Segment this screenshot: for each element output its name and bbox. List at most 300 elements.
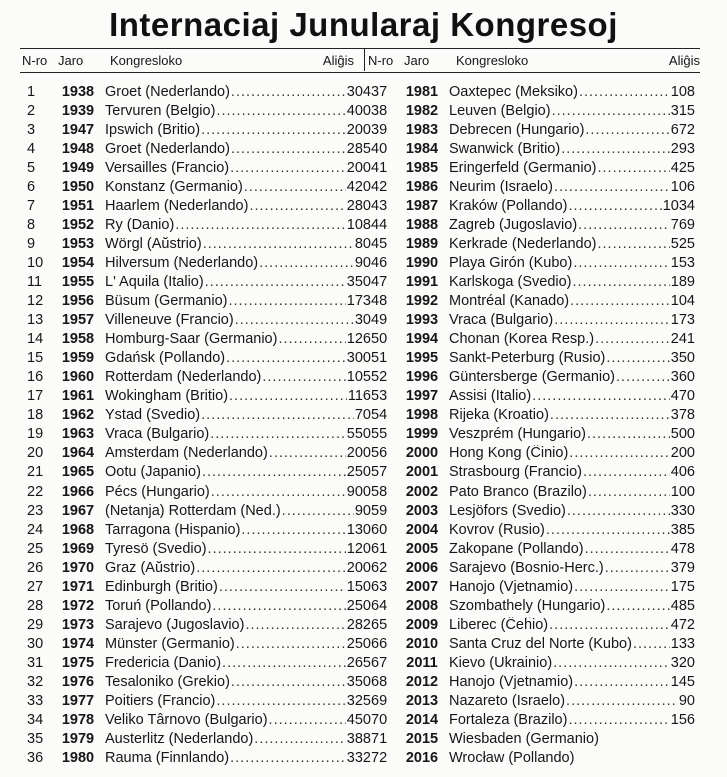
table-row <box>27 292 371 311</box>
row-number: 31 <box>27 654 44 671</box>
table-row <box>27 482 371 501</box>
row-year: 1981 <box>405 83 439 100</box>
dot-leader <box>269 712 346 728</box>
table-row <box>371 82 695 101</box>
row-year: 1939 <box>61 102 95 119</box>
row-place: Sarajevo (Bosnio-Herc.) <box>449 559 604 576</box>
header-aligis: Aliĝis <box>668 52 700 68</box>
row-attendance: 189 <box>670 273 695 290</box>
row-number: 3 <box>27 121 36 138</box>
dot-leader <box>236 636 346 652</box>
row-number: 18 <box>27 407 44 424</box>
table-row <box>371 120 695 139</box>
dot-leader <box>278 331 345 347</box>
row-place: L' Aquila (Italio) <box>105 273 204 290</box>
row-attendance: 293 <box>670 140 695 157</box>
row-number: 10 <box>27 254 44 271</box>
row-year: 1952 <box>61 216 95 233</box>
row-number: 49 <box>371 312 388 329</box>
row-year: 1960 <box>61 369 95 386</box>
table-row <box>371 463 695 482</box>
row-place: Neurim (Israelo) <box>449 178 553 195</box>
row-place: Groet (Nederlando) <box>105 83 230 100</box>
dot-leader <box>550 407 670 423</box>
row-number: 24 <box>27 521 44 538</box>
dot-leader <box>595 331 670 347</box>
row-place: Eringerfeld (Germanio) <box>449 159 597 176</box>
table-row <box>27 539 371 558</box>
dot-leader <box>208 541 346 557</box>
row-attendance: 282 <box>346 616 371 633</box>
row-place: Villeneuve (Francio) <box>105 312 234 329</box>
dot-leader <box>568 198 661 214</box>
dot-leader <box>205 274 346 290</box>
row-year: 2010 <box>405 635 439 652</box>
row-place: Amsterdam (Nederlando) <box>105 445 268 462</box>
row-leader <box>449 198 695 214</box>
row-year: 1967 <box>61 502 95 519</box>
row-year: 1951 <box>61 197 95 214</box>
row-number: 1 <box>27 83 36 100</box>
row-leader <box>449 293 695 309</box>
row-place: Kraków (Pollando) <box>449 197 568 214</box>
row-place: Vraca (Bulgario) <box>105 426 210 443</box>
row-number: 48 <box>371 293 388 310</box>
row-number: 11 <box>27 273 43 290</box>
table-row <box>27 253 371 272</box>
row-year: 1989 <box>405 235 439 252</box>
row-leader <box>105 445 371 461</box>
row-year: 1988 <box>405 216 439 233</box>
row-leader <box>105 503 371 519</box>
table-row <box>27 520 371 539</box>
dot-leader <box>254 731 346 747</box>
row-place: Toruń (Pollando) <box>105 597 212 614</box>
row-leader <box>449 484 695 500</box>
dot-leader <box>230 750 346 766</box>
row-attendance: 173 <box>346 293 371 310</box>
table-row <box>371 234 695 253</box>
row-place: Kovrov (Rusio) <box>449 521 545 538</box>
row-number: 14 <box>27 331 44 348</box>
row-place: Gdańsk (Pollando) <box>105 350 226 367</box>
row-number: 35 <box>27 731 44 748</box>
row-place: Wrocław (Pollando) <box>449 750 575 767</box>
table-row <box>371 692 695 711</box>
table-row <box>371 101 695 120</box>
dot-leader <box>231 674 346 690</box>
row-year: 1972 <box>61 597 95 614</box>
row-number: 17 <box>27 388 44 405</box>
row-year: 2004 <box>405 521 439 538</box>
row-attendance: 250 <box>346 597 371 614</box>
dot-leader <box>574 579 670 595</box>
dot-leader <box>568 712 669 728</box>
row-number: 21 <box>27 464 44 481</box>
row-attendance: 120 <box>346 540 371 557</box>
row-number: 45 <box>371 235 388 252</box>
row-year: 1954 <box>61 254 95 271</box>
row-number: 6 <box>27 178 36 195</box>
row-place: Homburg-Saar (Germanio) <box>105 331 278 348</box>
row-place: Assisi (Italio) <box>449 388 532 405</box>
row-year: 1994 <box>405 331 439 348</box>
row-leader <box>105 407 371 423</box>
row-number: 43 <box>371 197 388 214</box>
row-attendance: 388 <box>346 731 371 748</box>
header-right <box>368 49 702 71</box>
table-row <box>27 368 371 387</box>
row-place: Rijeka (Kroatio) <box>449 407 549 424</box>
row-number: 72 <box>371 750 388 767</box>
row-year: 1985 <box>405 159 439 176</box>
row-year: 1958 <box>61 331 95 348</box>
dot-leader <box>196 560 346 576</box>
dot-leader <box>585 122 669 138</box>
row-attendance: 130 <box>346 521 371 538</box>
row-place: Swanwick (Britio) <box>449 140 561 157</box>
row-leader <box>105 674 371 690</box>
row-number: 29 <box>27 616 44 633</box>
row-attendance: 116 <box>347 388 371 405</box>
row-leader <box>449 598 695 614</box>
row-place: Hanojo (Vjetnamio) <box>449 578 574 595</box>
table-row <box>371 177 695 196</box>
table-row <box>371 215 695 234</box>
dot-leader <box>566 693 678 709</box>
table-row <box>371 634 695 653</box>
row-place: Oaxtepec (Meksiko) <box>449 83 578 100</box>
row-leader <box>449 636 695 652</box>
row-number: 22 <box>27 483 44 500</box>
header-nro: N-ro <box>22 52 48 68</box>
row-place: Sankt-Peterburg (Rusio) <box>449 350 606 367</box>
row-year: 2000 <box>405 445 439 462</box>
dot-leader <box>605 560 670 576</box>
row-attendance: 472 <box>670 616 695 633</box>
row-place: Chonan (Korea Resp.) <box>449 331 595 348</box>
table-row <box>27 749 371 768</box>
row-attendance: 200 <box>346 159 371 176</box>
table-row <box>27 501 371 520</box>
table-row <box>27 177 371 196</box>
table-row <box>27 406 371 425</box>
row-place: Ipswich (Britio) <box>105 121 201 138</box>
row-year: 1974 <box>61 635 95 652</box>
table-row <box>27 101 371 120</box>
table-row <box>27 215 371 234</box>
dot-leader <box>231 84 346 100</box>
row-attendance: 156 <box>670 712 695 729</box>
dot-leader <box>228 293 345 309</box>
row-leader <box>105 217 371 233</box>
dot-leader <box>201 122 346 138</box>
row-attendance: 175 <box>670 578 695 595</box>
row-number: 54 <box>371 407 388 424</box>
row-year: 2005 <box>405 540 439 557</box>
table-row <box>371 501 695 520</box>
row-attendance: 330 <box>670 502 695 519</box>
row-year: 1990 <box>405 254 439 271</box>
dot-leader <box>587 426 670 442</box>
table-row <box>371 672 695 691</box>
row-number: 50 <box>371 331 388 348</box>
row-leader <box>105 560 371 576</box>
row-place: Pécs (Hungario) <box>105 483 210 500</box>
row-number: 47 <box>371 273 388 290</box>
row-leader <box>449 179 695 195</box>
dot-leader <box>219 579 346 595</box>
row-leader <box>449 617 695 633</box>
page-title: Internaciaj Junularaj Kongresoj <box>109 6 618 43</box>
row-year: 1976 <box>61 673 95 690</box>
row-place: Kievo (Ukrainio) <box>449 654 553 671</box>
dot-leader <box>578 217 670 233</box>
row-leader <box>105 426 371 442</box>
row-number: 46 <box>371 254 388 271</box>
row-number: 68 <box>371 673 388 690</box>
row-leader <box>449 84 695 100</box>
row-place: Nazareto (Israelo) <box>449 693 566 710</box>
row-number: 41 <box>371 159 388 176</box>
row-year: 1979 <box>61 731 95 748</box>
row-place: Lesjöfors (Svedio) <box>449 502 566 519</box>
table-row <box>27 234 371 253</box>
table-row <box>27 139 371 158</box>
row-place: Playa Girón (Kubo) <box>449 254 573 271</box>
table-row <box>27 387 371 406</box>
row-place: Tervuren (Belgio) <box>105 102 216 119</box>
table-row <box>371 615 695 634</box>
dot-leader <box>231 141 346 157</box>
row-attendance: 145 <box>670 673 695 690</box>
row-attendance: 300 <box>346 350 371 367</box>
row-place: Strasbourg (Francio) <box>449 464 582 481</box>
row-year: 1964 <box>61 445 95 462</box>
row-year: 2002 <box>405 483 439 500</box>
row-number: 30 <box>27 635 44 652</box>
row-year: 1998 <box>405 407 439 424</box>
dot-leader <box>259 255 354 271</box>
header-divider <box>364 49 365 71</box>
row-attendance: 325 <box>346 693 371 710</box>
row-number: 23 <box>27 502 44 519</box>
row-leader <box>449 674 695 690</box>
table-row <box>27 196 371 215</box>
header-left <box>22 49 362 71</box>
table-row <box>371 330 695 349</box>
table-row <box>371 444 695 463</box>
row-place: Zakopane (Pollando) <box>449 540 584 557</box>
row-attendance: 420 <box>346 178 371 195</box>
row-leader <box>105 331 371 347</box>
row-number: 4 <box>27 140 36 157</box>
row-attendance: 350 <box>670 350 695 367</box>
table-row <box>371 539 695 558</box>
row-year: 2003 <box>405 502 439 519</box>
dot-leader <box>585 541 670 557</box>
dot-leader <box>579 84 670 100</box>
row-place: Rauma (Finnlando) <box>105 750 230 767</box>
table-row <box>27 158 371 177</box>
row-year: 2011 <box>406 654 438 671</box>
row-place: Sarajevo (Jugoslavio) <box>105 616 245 633</box>
table-row <box>27 463 371 482</box>
dot-leader <box>554 312 670 328</box>
row-leader <box>449 731 695 747</box>
row-leader <box>449 103 695 119</box>
row-leader <box>449 141 695 157</box>
row-year: 2006 <box>405 559 439 576</box>
dot-leader <box>245 617 345 633</box>
row-year: 1986 <box>405 178 439 195</box>
dot-leader <box>269 445 346 461</box>
row-number: 28 <box>27 597 44 614</box>
dot-leader <box>175 217 346 233</box>
table-row <box>27 596 371 615</box>
row-attendance: 90 <box>678 693 695 710</box>
row-leader <box>105 731 371 747</box>
row-leader <box>105 693 371 709</box>
row-place: Veszprém (Hungario) <box>449 426 586 443</box>
row-attendance: 378 <box>670 407 695 424</box>
dot-leader <box>244 179 346 195</box>
header-bottom-rule <box>20 72 700 73</box>
row-leader <box>449 712 695 728</box>
row-place: Wiesbaden (Germanio) <box>449 731 599 748</box>
dot-leader <box>606 598 669 614</box>
row-leader <box>449 312 695 328</box>
row-leader <box>105 122 371 138</box>
row-place: Zagreb (Jugoslavio) <box>449 216 578 233</box>
row-attendance: 406 <box>670 464 695 481</box>
row-year: 1973 <box>61 616 95 633</box>
table-row <box>27 558 371 577</box>
row-number: 19 <box>27 426 44 443</box>
row-leader <box>449 122 695 138</box>
row-leader <box>449 560 695 576</box>
row-number: 57 <box>371 464 388 481</box>
table-row <box>27 672 371 691</box>
row-year: 2001 <box>405 464 439 481</box>
row-place: Fortaleza (Brazilo) <box>449 712 568 729</box>
row-leader <box>105 655 371 671</box>
row-place: Wörgl (Aŭstrio) <box>105 235 202 252</box>
dot-leader <box>574 674 670 690</box>
row-leader <box>105 103 371 119</box>
table-row <box>371 730 695 749</box>
row-number: 39 <box>371 121 388 138</box>
row-leader <box>105 617 371 633</box>
row-place: Szombathely (Hungario) <box>449 597 606 614</box>
row-attendance: 153 <box>670 254 695 271</box>
table-row <box>371 711 695 730</box>
table-row <box>27 634 371 653</box>
row-leader <box>105 141 371 157</box>
row-attendance: 108 <box>346 216 371 233</box>
dot-leader <box>597 160 669 176</box>
row-number: 7 <box>27 197 36 214</box>
dot-leader <box>546 522 670 538</box>
row-place: Güntersberge (Germanio) <box>449 369 616 386</box>
row-number: 38 <box>371 102 388 119</box>
row-year: 2016 <box>405 750 439 767</box>
header-nro: N-ro <box>368 52 394 68</box>
dot-leader <box>216 103 345 119</box>
row-attendance: 106 <box>670 178 695 195</box>
row-attendance: 108 <box>670 83 695 100</box>
row-year: 1991 <box>405 273 439 290</box>
row-number: 8 <box>27 216 36 233</box>
row-leader <box>449 331 695 347</box>
row-place: Tarragona (Hispanio) <box>105 521 241 538</box>
table-row <box>27 349 371 368</box>
row-place: Montréal (Kanado) <box>449 293 570 310</box>
row-year: 1955 <box>61 273 95 290</box>
row-year: 1957 <box>61 312 95 329</box>
row-place: Versailles (Francio) <box>105 159 230 176</box>
row-year: 2008 <box>405 597 439 614</box>
table-row <box>27 330 371 349</box>
row-attendance: 126 <box>346 331 371 348</box>
row-number: 44 <box>371 216 388 233</box>
row-place: (Netanja) Rotterdam (Ned.) <box>105 502 281 519</box>
row-number: 53 <box>371 388 388 405</box>
row-year: 1993 <box>405 312 439 329</box>
row-attendance: 241 <box>670 331 695 348</box>
row-number: 42 <box>371 178 388 195</box>
row-leader <box>449 522 695 538</box>
row-year: 1963 <box>61 426 95 443</box>
dot-leader <box>583 464 670 480</box>
row-number: 13 <box>27 312 44 329</box>
row-year: 1987 <box>405 197 439 214</box>
row-attendance: 90 <box>354 254 371 271</box>
row-year: 1977 <box>61 693 95 710</box>
row-attendance: 485 <box>670 597 695 614</box>
row-place: Konstanz (Germanio) <box>105 178 243 195</box>
row-attendance: 200 <box>346 121 371 138</box>
row-year: 2014 <box>405 712 439 729</box>
dot-leader <box>606 350 669 366</box>
row-year: 1956 <box>61 293 95 310</box>
row-attendance: 550 <box>346 426 371 443</box>
row-leader <box>449 388 695 404</box>
row-leader <box>449 426 695 442</box>
row-place: Graz (Aŭstrio) <box>105 559 196 576</box>
row-leader <box>105 712 371 728</box>
table-row <box>371 292 695 311</box>
table-row <box>371 196 695 215</box>
table-row <box>371 349 695 368</box>
row-attendance: 350 <box>346 273 371 290</box>
dot-leader <box>230 160 346 176</box>
table-column-left <box>27 82 371 768</box>
row-attendance: 379 <box>670 559 695 576</box>
row-attendance: 332 <box>346 750 371 767</box>
row-number: 60 <box>371 521 388 538</box>
row-leader <box>449 236 695 252</box>
row-attendance: 200 <box>346 445 371 462</box>
dot-leader <box>282 503 354 519</box>
row-leader <box>449 350 695 366</box>
row-place: Ry (Danio) <box>105 216 175 233</box>
row-leader <box>105 522 371 538</box>
row-leader <box>449 217 695 233</box>
row-place: Ystad (Svedio) <box>105 407 201 424</box>
row-number: 55 <box>371 426 388 443</box>
dot-leader <box>241 522 345 538</box>
